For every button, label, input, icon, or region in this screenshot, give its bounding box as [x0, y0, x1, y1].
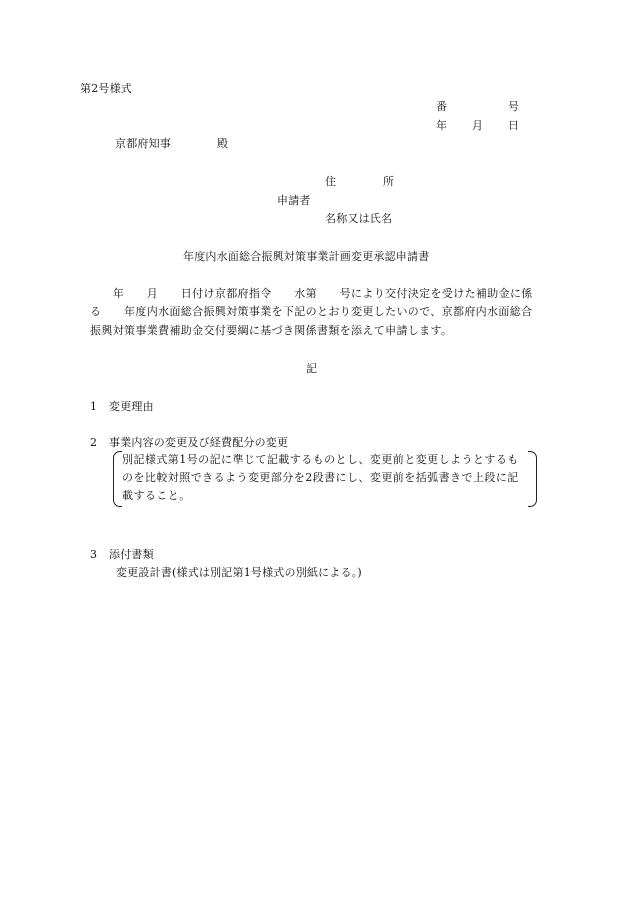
- item-2-number: 2: [90, 436, 98, 449]
- date-day: 日: [508, 119, 520, 132]
- body-line: 年 月 日付け京都府指令 水第 号により交付決定を受けた補助金に係: [90, 287, 533, 300]
- number-ban: 番: [436, 100, 448, 113]
- item-3-title: 添付書類: [109, 548, 154, 561]
- date-year: 年: [436, 119, 448, 132]
- ki-heading: 記: [306, 362, 318, 375]
- body-line: る 年度内水面総合振興対策事業を下記のとおり変更したいので、京都府内水面総合: [90, 305, 533, 318]
- form-label: 第2号様式: [80, 82, 132, 95]
- item-3-number: 3: [90, 548, 98, 561]
- bracketed-note: [113, 451, 537, 505]
- date-month: 月: [472, 119, 484, 132]
- applicant-address-ju: 住: [325, 175, 337, 188]
- item-2-title: 事業内容の変更及び経費配分の変更: [109, 436, 289, 449]
- body-line: 振興対策事業費補助金交付要綱に基づき関係書類を添えて申請します。: [90, 324, 453, 337]
- note-line: のを比較対照できるよう変更部分を2段書にし、変更前を括弧書きで上段に記: [122, 471, 519, 484]
- addressee-title: 京都府知事: [115, 137, 171, 150]
- item-1-title: 変更理由: [109, 400, 154, 413]
- note-line: 載すること。: [122, 489, 191, 502]
- right-bracket: [528, 451, 537, 507]
- note-line: 別記様式第1号の記に準じて記載するものとし、変更前と変更しようとするも: [122, 453, 519, 466]
- number-go: 号: [508, 100, 520, 113]
- applicant-label: 申請者: [277, 194, 311, 207]
- applicant-name-label: 名称又は氏名: [325, 212, 393, 225]
- document-title: 年度内水面総合振興対策事業計画変更承認申請書: [183, 250, 430, 263]
- attachment-description: 変更設計書(様式は別記第1号様式の別紙による。): [116, 566, 362, 579]
- left-bracket: [113, 451, 122, 507]
- applicant-address-sho: 所: [383, 175, 395, 188]
- item-1-number: 1: [90, 400, 98, 413]
- addressee-dono: 殿: [217, 137, 229, 150]
